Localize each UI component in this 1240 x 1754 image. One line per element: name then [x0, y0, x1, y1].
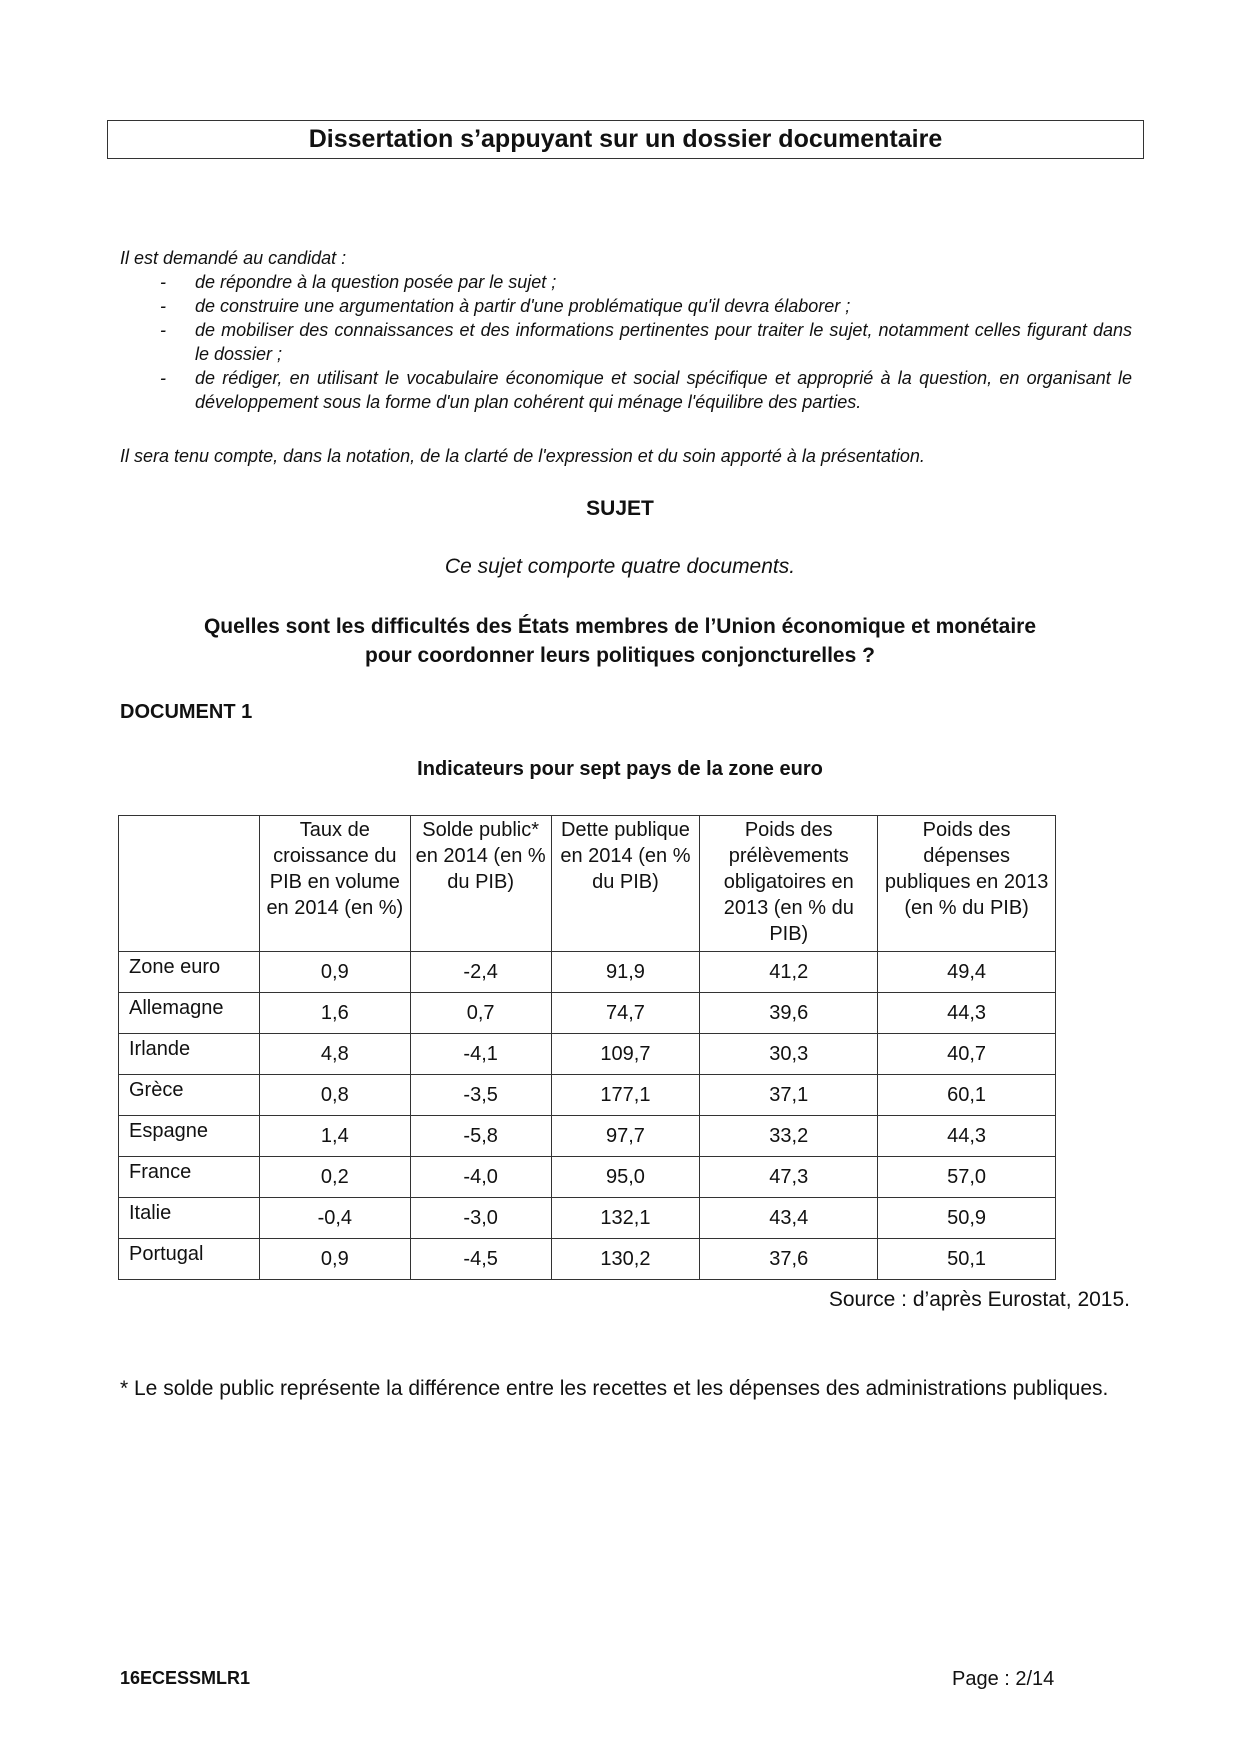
value-cell: 4,8: [259, 1034, 410, 1075]
value-cell: 0,9: [259, 952, 410, 993]
value-cell: 1,6: [259, 993, 410, 1034]
value-cell: 91,9: [551, 952, 700, 993]
value-cell: -3,5: [410, 1075, 551, 1116]
country-cell: Grèce: [119, 1075, 260, 1116]
value-cell: -0,4: [259, 1198, 410, 1239]
country-cell: Portugal: [119, 1239, 260, 1280]
country-cell: France: [119, 1157, 260, 1198]
value-cell: 177,1: [551, 1075, 700, 1116]
column-header: Taux de croissance du PIB en volume en 2014 (en %): [259, 816, 410, 952]
subject-heading: SUJET: [586, 497, 654, 520]
value-cell: 44,3: [878, 993, 1056, 1034]
instruction-item: - de rédiger, en utilisant le vocabulaire économique et social spécifique et approprié à la question, en organisant le développement sous la forme d'un plan cohérent qui ménage l'équilibre des parties.: [160, 368, 1132, 412]
value-cell: 30,3: [700, 1034, 878, 1075]
value-cell: -2,4: [410, 952, 551, 993]
value-cell: 49,4: [878, 952, 1056, 993]
page-title: Dissertation s’appuyant sur un dossier documentaire: [107, 120, 1144, 159]
value-cell: 39,6: [700, 993, 878, 1034]
value-cell: 0,8: [259, 1075, 410, 1116]
value-cell: 0,7: [410, 993, 551, 1034]
value-cell: 132,1: [551, 1198, 700, 1239]
value-cell: 1,4: [259, 1116, 410, 1157]
value-cell: 74,7: [551, 993, 700, 1034]
instruction-item: - de construire une argumentation à partir d'une problématique qu'il devra élaborer ;: [160, 296, 851, 316]
instructions-note: Il sera tenu compte, dans la notation, de la clarté de l'expression et du soin apporté à la présentation.: [120, 446, 925, 466]
value-cell: -4,5: [410, 1239, 551, 1280]
table-row: [119, 1075, 1056, 1116]
subject-count: Ce sujet comporte quatre documents.: [444, 555, 796, 578]
country-cell: Zone euro: [119, 952, 260, 993]
column-header: Poids des dépenses publiques en 2013 (en % du PIB): [878, 816, 1056, 952]
value-cell: -3,0: [410, 1198, 551, 1239]
footer-code: 16ECESSMLR1: [120, 1668, 251, 1688]
country-cell: Allemagne: [119, 993, 260, 1034]
value-cell: 0,9: [259, 1239, 410, 1280]
country-cell: Espagne: [119, 1116, 260, 1157]
value-cell: -5,8: [410, 1116, 551, 1157]
value-cell: 37,1: [700, 1075, 878, 1116]
country-cell: Italie: [119, 1198, 260, 1239]
value-cell: 130,2: [551, 1239, 700, 1280]
table-row: [119, 993, 1056, 1034]
footnote: * Le solde public représente la différence entre les recettes et les dépenses des administrations publiques.: [120, 1377, 1109, 1400]
table-row: [119, 952, 1056, 993]
value-cell: 50,9: [878, 1198, 1056, 1239]
table-title: Indicateurs pour sept pays de la zone euro: [417, 758, 823, 780]
value-cell: 43,4: [700, 1198, 878, 1239]
column-header: Solde public* en 2014 (en % du PIB): [410, 816, 551, 952]
table-row: [119, 1198, 1056, 1239]
page-number: Page : 2/14: [952, 1668, 1055, 1690]
value-cell: 97,7: [551, 1116, 700, 1157]
column-header: [119, 816, 260, 952]
table-row: [119, 1157, 1056, 1198]
table-source: Source : d’après Eurostat, 2015.: [828, 1288, 1130, 1311]
instructions-list: [160, 270, 1132, 414]
subject-question: [100, 612, 1140, 670]
value-cell: 95,0: [551, 1157, 700, 1198]
table-row: [119, 1034, 1056, 1075]
value-cell: 37,6: [700, 1239, 878, 1280]
value-cell: 60,1: [878, 1075, 1056, 1116]
value-cell: 109,7: [551, 1034, 700, 1075]
question-line: pour coordonner leurs politiques conjoncturelles ?: [365, 644, 875, 667]
column-header: Poids des prélèvements obligatoires en 2013 (en % du PIB): [700, 816, 878, 952]
value-cell: 47,3: [700, 1157, 878, 1198]
question-line: Quelles sont les difficultés des États membres de l’Union économique et monétaire: [203, 615, 1037, 638]
value-cell: 41,2: [700, 952, 878, 993]
value-cell: 0,2: [259, 1157, 410, 1198]
document-label: DOCUMENT 1: [120, 701, 253, 723]
country-cell: Irlande: [119, 1034, 260, 1075]
table-row: [119, 1116, 1056, 1157]
instruction-item: - de répondre à la question posée par le sujet ;: [160, 272, 557, 292]
table-row: [119, 1239, 1056, 1280]
instruction-item: - de mobiliser des connaissances et des informations pertinentes pour traiter le sujet, notamment celles figurant dans le dossier ;: [160, 320, 1132, 364]
value-cell: 57,0: [878, 1157, 1056, 1198]
value-cell: 44,3: [878, 1116, 1056, 1157]
value-cell: 50,1: [878, 1239, 1056, 1280]
column-header: Dette publique en 2014 (en % du PIB): [551, 816, 700, 952]
value-cell: 33,2: [700, 1116, 878, 1157]
indicators-table: [118, 815, 1056, 1280]
value-cell: -4,0: [410, 1157, 551, 1198]
value-cell: -4,1: [410, 1034, 551, 1075]
value-cell: 40,7: [878, 1034, 1056, 1075]
instructions-lead: Il est demandé au candidat :: [120, 248, 347, 268]
